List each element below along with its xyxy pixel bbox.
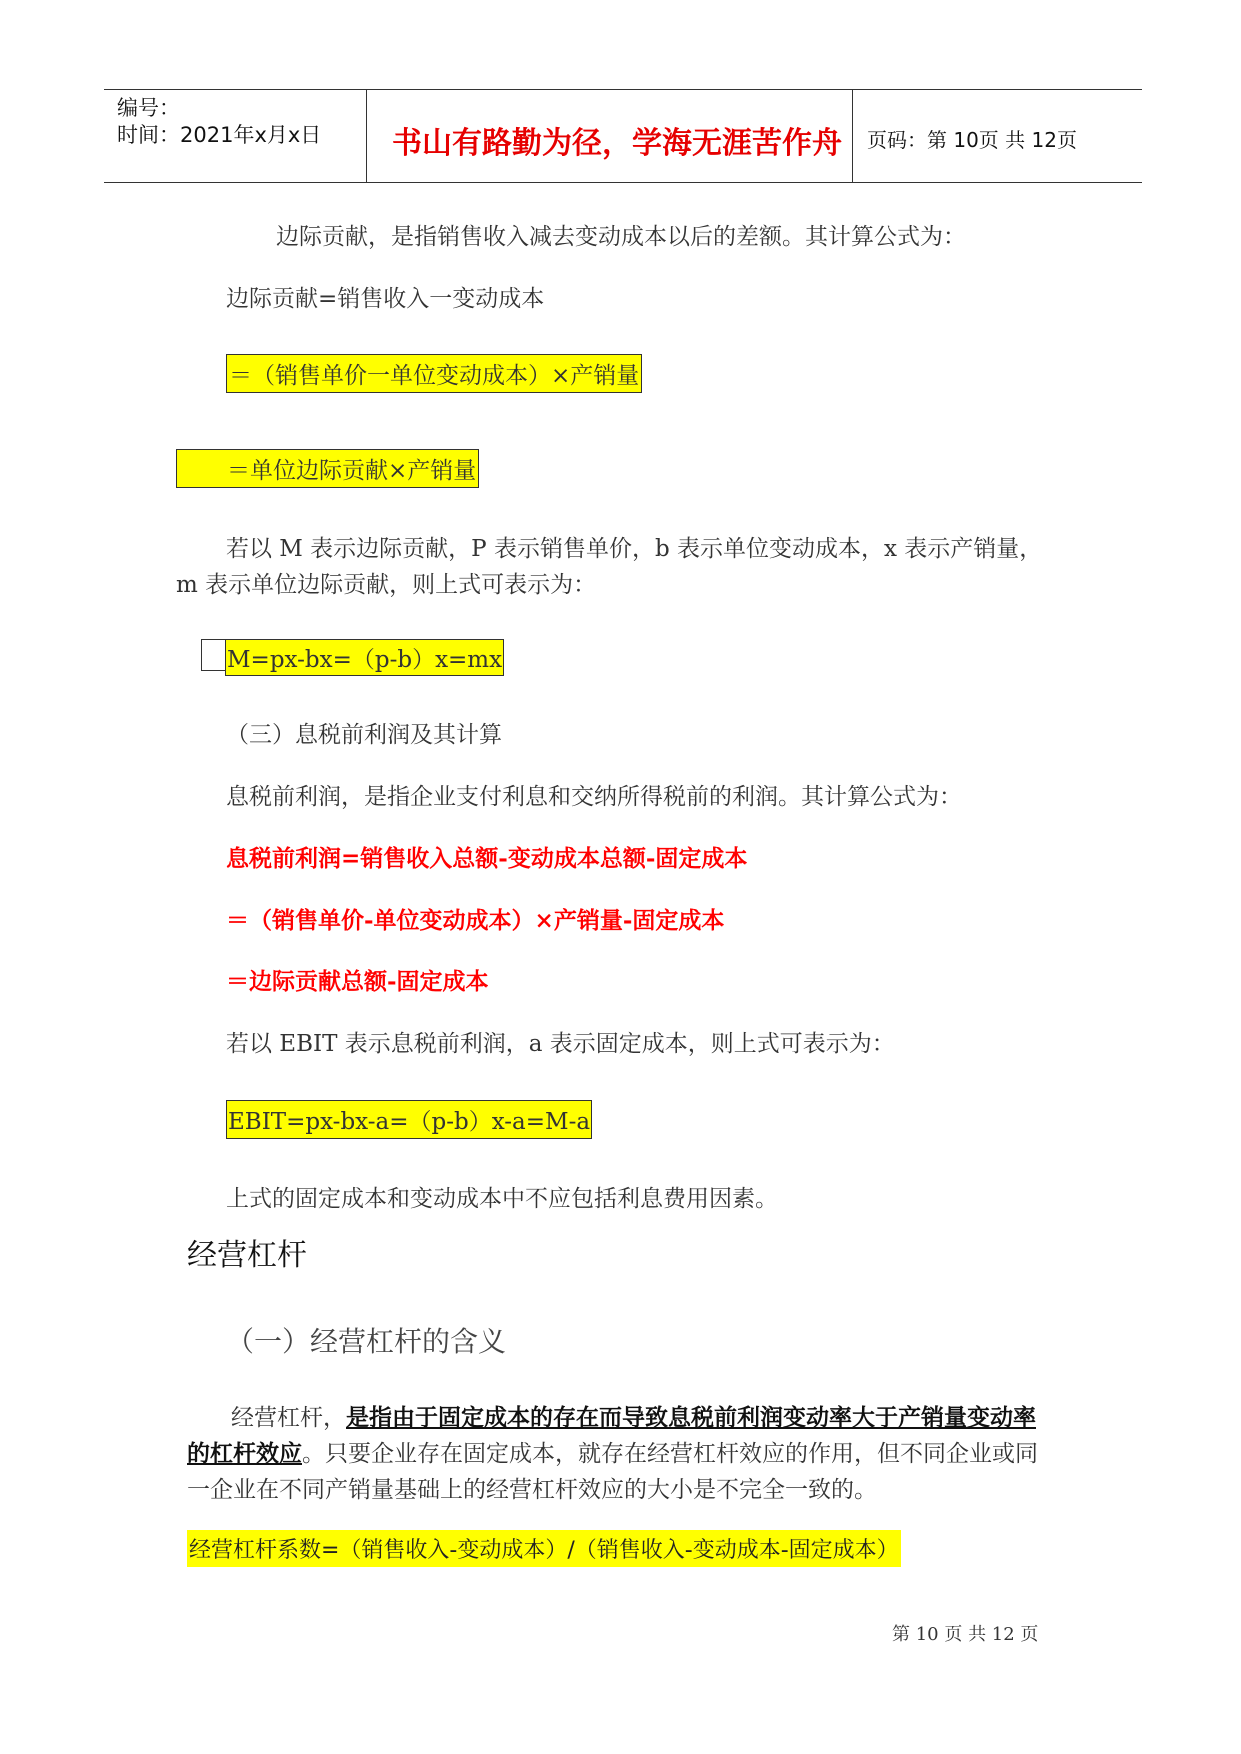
formula-highlight-ebit: EBIT=px-bx-a=（p-b）x-a=M-a bbox=[226, 1100, 592, 1139]
definition-lead: 经营杠杆， bbox=[231, 1405, 346, 1431]
ebit-formula-red-2: ＝（销售单价-单位变动成本）×产销量-固定成本 bbox=[226, 907, 725, 934]
definition-rest: 。只要企业存在固定成本，就存在经营杠杆效应的作用，但不同企业或同一企业在不同产销量基础上的经营杠杆效应的大小是不完全一致的。 bbox=[187, 1441, 1038, 1503]
paragraph-symbols-line2: m 表示单位边际贡献，则上式可表示为： bbox=[176, 572, 597, 598]
formula-highlight-1: ＝（销售单价一单位变动成本）×产销量 bbox=[226, 354, 642, 393]
paragraph-ebit-symbols: 若以 EBIT 表示息税前利润，a 表示固定成本，则上式可表示为： bbox=[226, 1031, 895, 1057]
serial-label: 编号： bbox=[117, 96, 180, 120]
page-info: 页码：第 10页 共 12页 bbox=[867, 128, 1077, 152]
formula-box-empty bbox=[201, 639, 226, 671]
heading-operating-leverage: 经营杠杆 bbox=[187, 1238, 307, 1273]
header-divider-right bbox=[852, 90, 853, 183]
formula-leverage-coefficient: 经营杠杆系数=（销售收入-变动成本）/（销售收入-变动成本-固定成本） bbox=[187, 1530, 901, 1567]
formula-highlight-3: M=px-bx=（p-b）x=mx bbox=[225, 639, 504, 676]
header-bottom-rule bbox=[104, 182, 1142, 183]
header-divider-left bbox=[366, 90, 367, 183]
section-ebit-title: （三）息税前利润及其计算 bbox=[226, 722, 502, 748]
formula-marginal-contribution: 边际贡献=销售收入一变动成本 bbox=[226, 286, 545, 312]
ebit-formula-red-1: 息税前利润=销售收入总额-变动成本总额-固定成本 bbox=[226, 845, 748, 872]
ebit-formula-red-3: ＝边际贡献总额-固定成本 bbox=[226, 968, 489, 995]
paragraph-note: 上式的固定成本和变动成本中不应包括利息费用因素。 bbox=[226, 1186, 778, 1212]
header-top-rule bbox=[104, 89, 1142, 90]
formula-highlight-2: ＝单位边际贡献×产销量 bbox=[176, 449, 479, 488]
definition-bold-underlined: 是指由于固定成本的存在而导致息税前利润变动率大于产销量变动率的杠杆效应 bbox=[187, 1404, 1036, 1467]
motto: 书山有路勤为径，学海无涯苦作舟 bbox=[392, 126, 842, 161]
subheading-leverage-meaning: （一）经营杠杆的含义 bbox=[226, 1325, 507, 1358]
paragraph-ebit: 息税前利润，是指企业支付利息和交纳所得税前的利润。其计算公式为： bbox=[226, 784, 962, 810]
footer-page-number: 第 10 页 共 12 页 bbox=[892, 1624, 1039, 1645]
paragraph-leverage-definition bbox=[187, 1400, 1055, 1508]
time-label: 时间：2021年x月x日 bbox=[117, 123, 322, 147]
paragraph-marginal-contribution: 边际贡献，是指销售收入减去变动成本以后的差额。其计算公式为： bbox=[276, 224, 966, 250]
paragraph-symbols-line1: 若以 M 表示边际贡献，P 表示销售单价，b 表示单位变动成本，x 表示产销量， bbox=[226, 536, 1043, 562]
